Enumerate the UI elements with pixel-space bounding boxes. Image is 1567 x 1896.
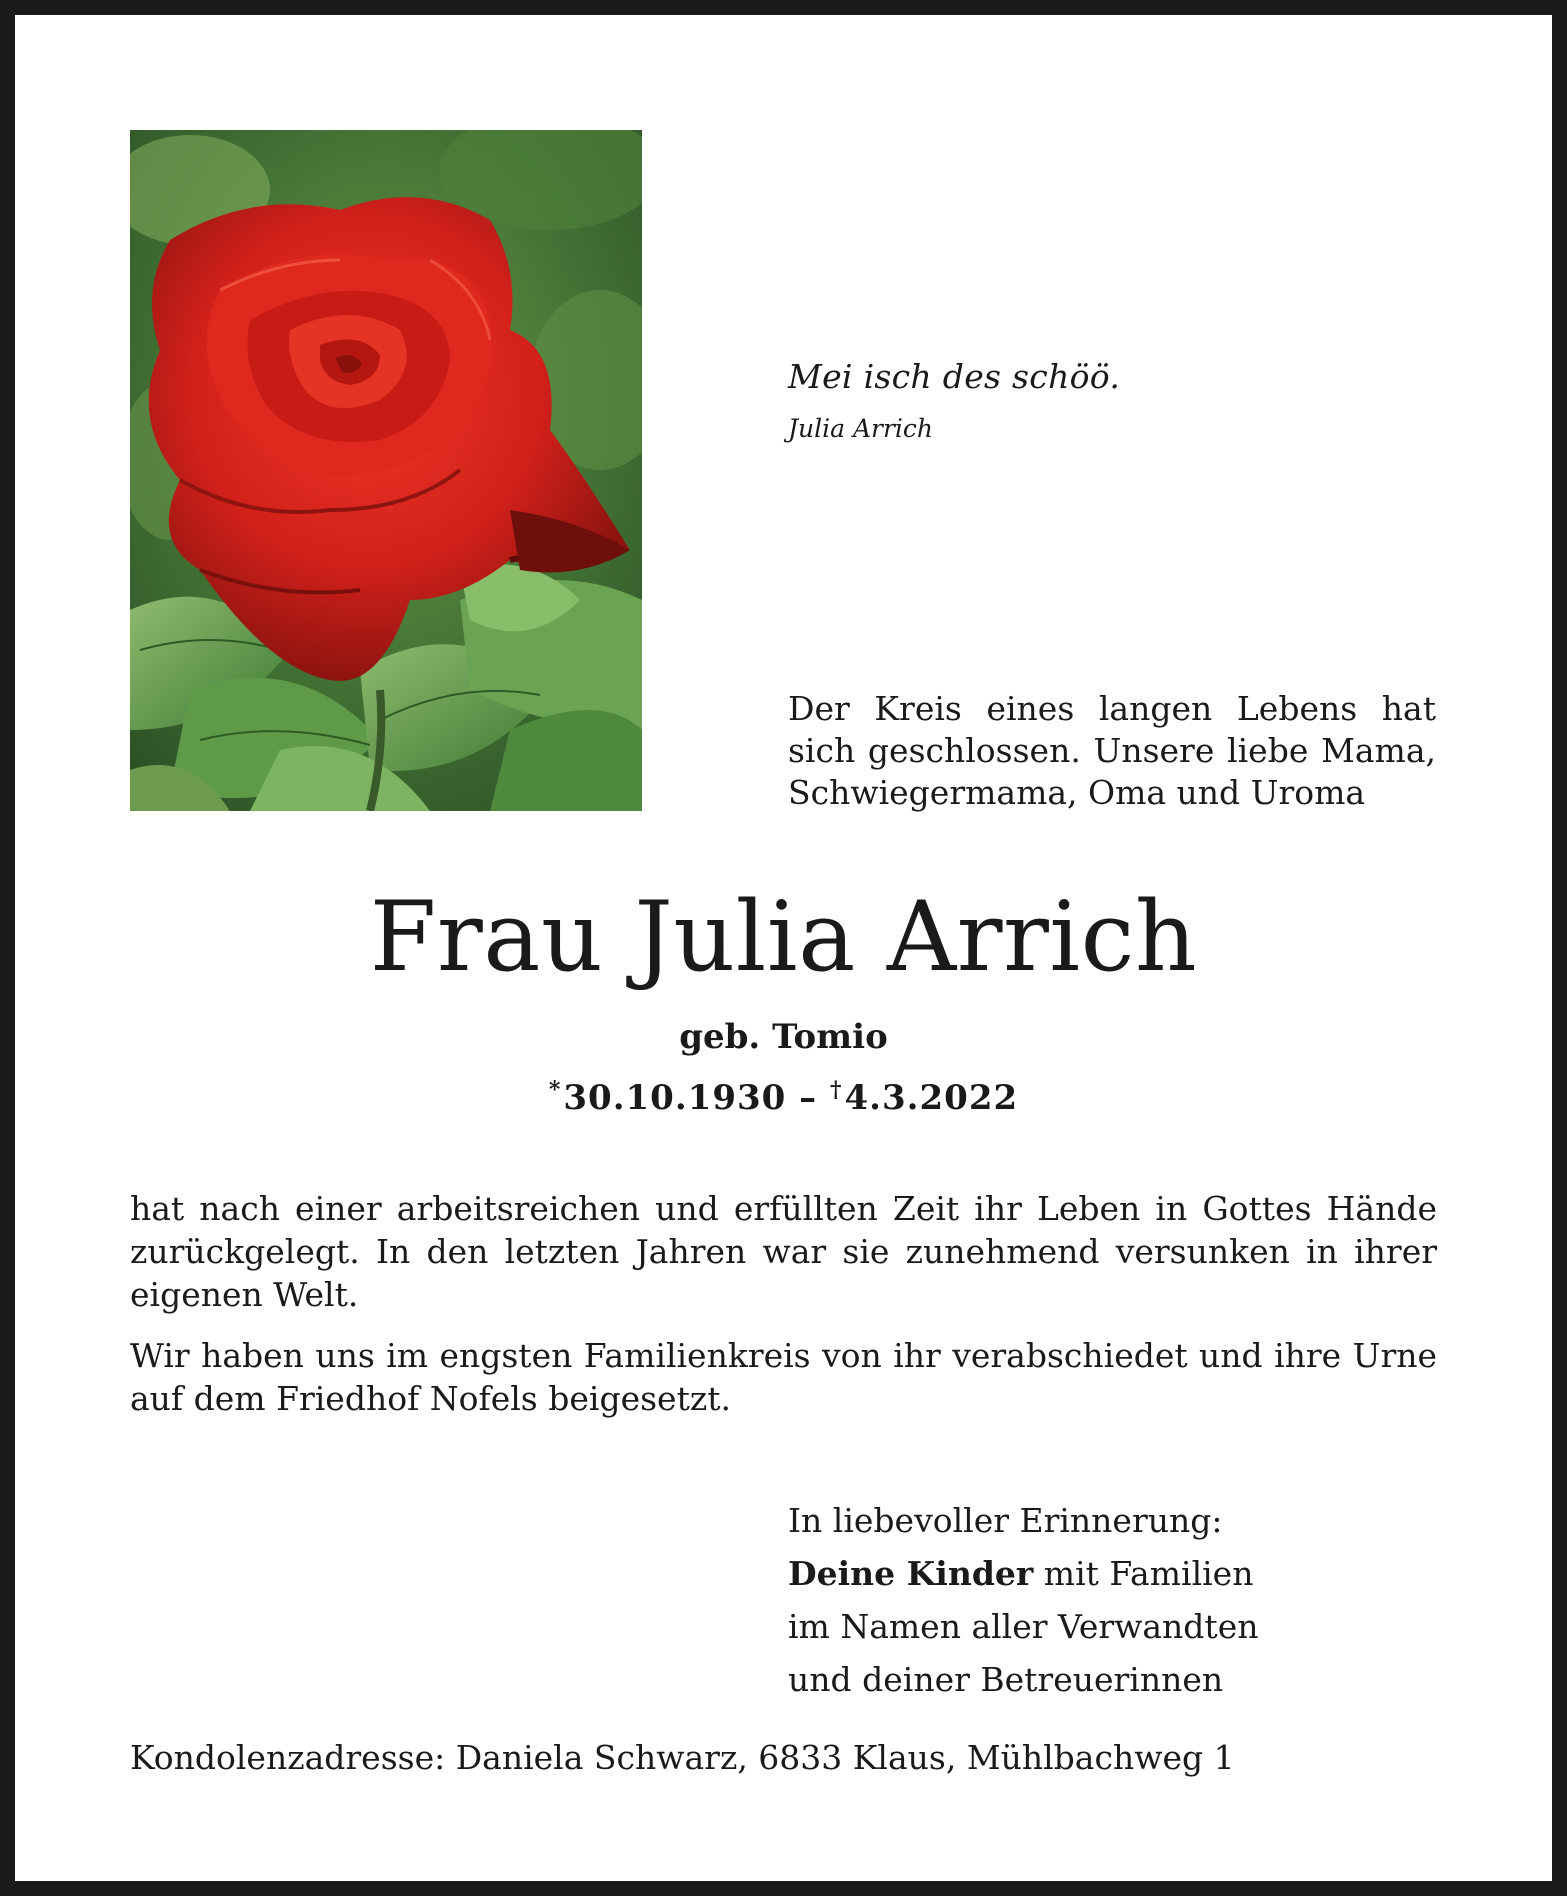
signoff-line: und deiner Betreuerinnen [788, 1660, 1224, 1699]
life-dates [0, 1077, 1567, 1118]
maiden-name: geb. Tomio [679, 1017, 888, 1057]
intro-text [788, 688, 1436, 814]
condolence-address: Kondolenzadresse: Daniela Schwarz, 6833 Klaus, Mühlbachweg 1 [130, 1738, 1235, 1777]
signoff-line [788, 1547, 1258, 1600]
signoff-families: mit Familien [1043, 1554, 1254, 1593]
intro-line: Schwiegermama, Oma und Uroma [788, 773, 1366, 812]
death-date: 4.3.2022 [844, 1078, 1019, 1118]
intro-line: Der Kreis eines langen Lebens hat [788, 689, 1436, 728]
body-paragraph: Wir haben uns im engsten Familienkreis von ihr verabschiedet und ihre Urne auf dem Friedhof Nofels beigesetzt. [130, 1336, 1437, 1418]
quote-text: Mei isch des schöö. [788, 357, 1121, 396]
birth-date: 30.10.1930 [563, 1078, 787, 1118]
signoff-children: Deine Kinder [788, 1554, 1034, 1593]
date-separator: – [799, 1078, 818, 1118]
quote-author: Julia Arrich [788, 414, 934, 443]
death-symbol: † [830, 1077, 843, 1103]
rose-photo [130, 130, 642, 811]
announcement-body [130, 1187, 1437, 1438]
signoff-line: im Namen aller Verwandten [788, 1607, 1259, 1646]
body-paragraph: hat nach einer arbeitsreichen und erfüllten Zeit ihr Leben in Gottes Hände zurückgelegt. In den letzten Jahren war sie zunehmend versunken in ihrer eigenen Welt. [130, 1189, 1437, 1314]
signoff-line: In liebevoller Erinnerung: [788, 1501, 1223, 1540]
deceased-name: Frau Julia Arrich [369, 881, 1198, 993]
birth-symbol: * [548, 1077, 562, 1103]
intro-line: sich geschlossen. Unsere liebe Mama, [788, 731, 1436, 770]
signoff [788, 1494, 1258, 1706]
